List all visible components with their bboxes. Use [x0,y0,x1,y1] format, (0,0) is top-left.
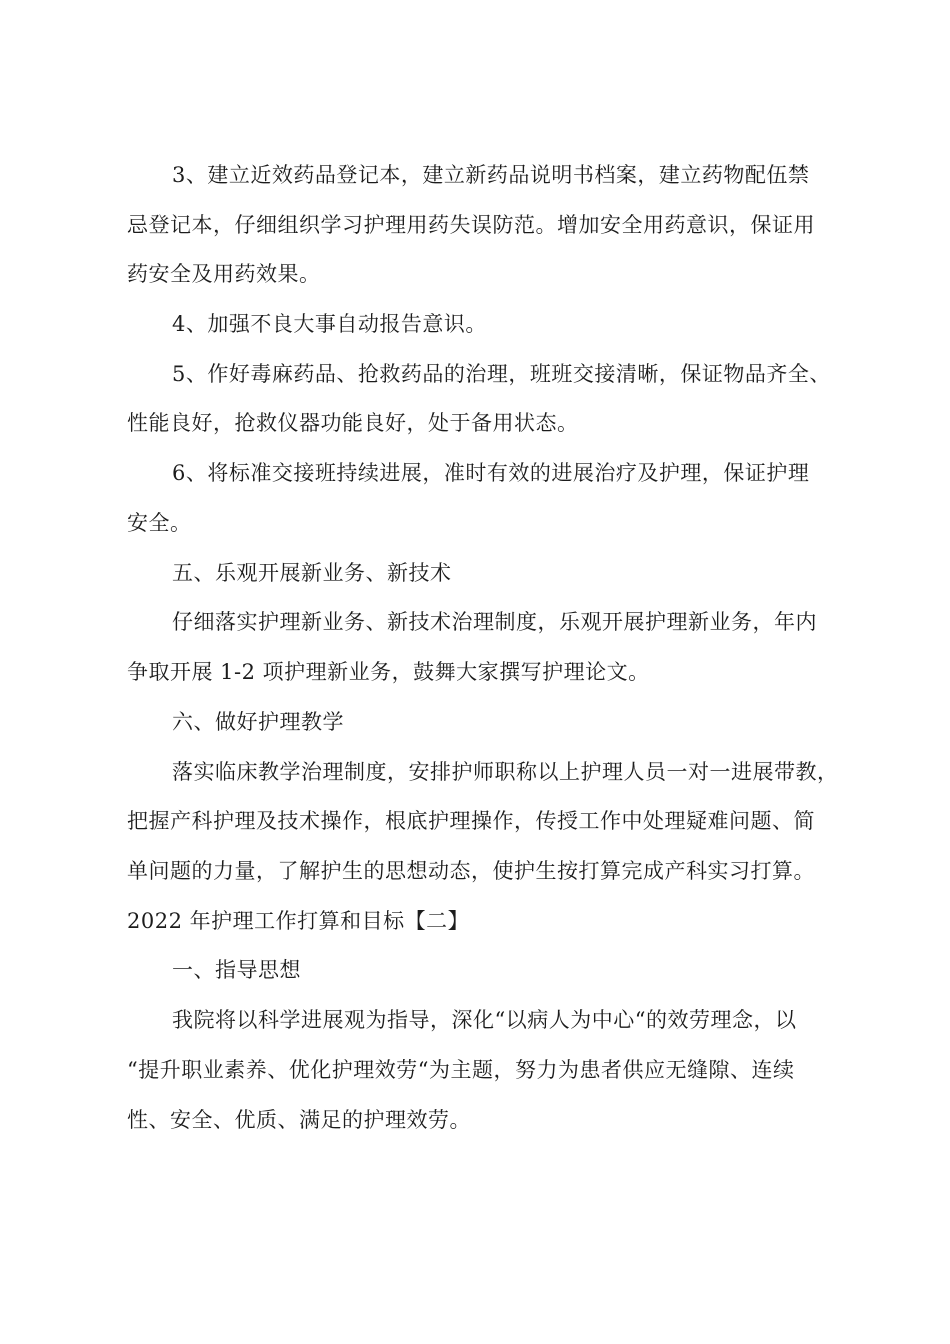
guiding-thought-body-line-2: “提升职业素养、优化护理效劳“为主题，努力为患者供应无缝隙、连续 [127,1058,795,1082]
guiding-thought-body-line-1: 我院将以科学进展观为指导，深化“以病人为中心“的效劳理念，以 [172,1008,797,1032]
section-heading-five: 五、乐观开展新业务、新技术 [172,561,452,585]
paragraph-item-3-line-1: 3、建立近效药品登记本，建立新药品说明书档案，建立药物配伍禁 [172,163,810,187]
paragraph-item-5-line-1: 5、作好毒麻药品、抢救药品的治理，班班交接清晰，保证物品齐全、 [172,362,831,386]
paragraph-item-4: 4、加强不良大事自动报告意识。 [172,312,487,336]
section-six-body-line-3: 单问题的力量，了解护生的思想动态，使护生按打算完成产科实习打算。 [127,859,815,883]
section-six-body-line-1: 落实临床教学治理制度，安排护师职称以上护理人员一对一进展带教， [172,760,839,784]
paragraph-item-6-line-1: 6、将标准交接班持续进展，准时有效的进展治疗及护理，保证护理 [172,461,810,485]
paragraph-item-6-line-2: 安全。 [127,511,192,535]
section-heading-guiding-thought: 一、指导思想 [172,958,301,982]
section-six-body-line-2: 把握产科护理及技术操作，根底护理操作，传授工作中处理疑难问题、简 [127,809,815,833]
section-five-body-line-1: 仔细落实护理新业务、新技术治理制度，乐观开展护理新业务，年内 [172,610,817,634]
section-five-body-line-2: 争取开展 1-2 项护理新业务，鼓舞大家撰写护理论文。 [127,660,650,684]
paragraph-item-5-line-2: 性能良好，抢救仪器功能良好，处于备用状态。 [127,411,579,435]
section-heading-six: 六、做好护理教学 [172,710,344,734]
guiding-thought-body-line-3: 性、安全、优质、满足的护理效劳。 [127,1108,471,1132]
document-part-title: 2022 年护理工作打算和目标【二】 [127,909,470,933]
paragraph-item-3-line-2: 忌登记本，仔细组织学习护理用药失误防范。增加安全用药意识，保证用 [127,213,815,237]
paragraph-item-3-line-3: 药安全及用药效果。 [127,262,321,286]
